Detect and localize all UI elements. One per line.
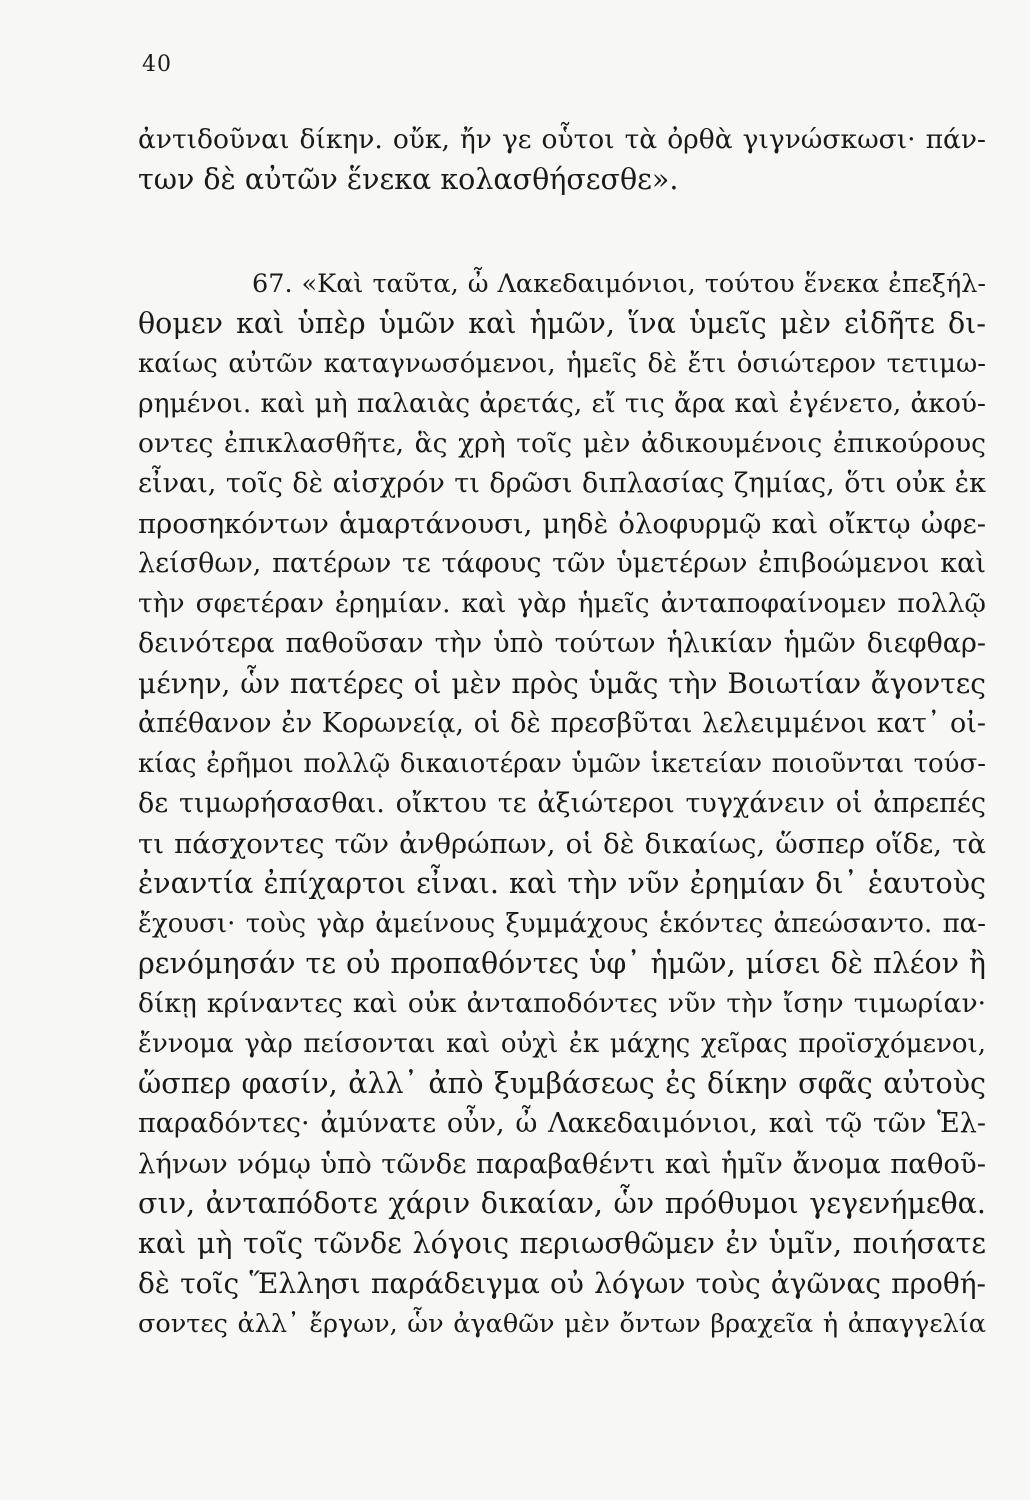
text-line: λήνων νόμῳ ὑπὸ τῶνδε παραβαθέντι καὶ ἡμῖν ἄνομα παθοῦ-: [138, 1148, 986, 1180]
text-line: ὥσπερ φασίν, ἀλλ᾽ ἀπὸ ξυμβάσεως ἐς δίκην σφᾶς αὐτοὺς: [138, 1067, 986, 1100]
text-line: καίως αὐτῶν καταγνωσόμενοι, ἡμεῖς δὲ ἔτι ὁσιώτερον τετιμω-: [138, 349, 986, 379]
text-line: ἔννομα γὰρ πείσονται καὶ οὐχὶ ἐκ μάχης χεῖρας προϊσχόμενοι,: [138, 1029, 986, 1059]
text-line: προσηκόντων ἁμαρτάνουσι, μηδὲ ὀλοφυρμῷ καὶ οἴκτῳ ὠφε-: [138, 508, 986, 540]
text-line: θομεν καὶ ὑπὲρ ὑμῶν καὶ ἡμῶν, ἵνα ὑμεῖς μὲν εἰδῆτε δι-: [138, 307, 986, 340]
text-line: δεινότερα παθοῦσαν τὴν ὑπὸ τούτων ἡλικίαν ἡμῶν διεφθαρ-: [138, 628, 986, 659]
text-line: ρενόμησάν τε οὐ προπαθόντες ὑφ᾽ ἡμῶν, μίσει δὲ πλέον ἢ: [138, 947, 986, 980]
text-line: ρημένοι. καὶ μὴ παλαιὰς ἀρετάς, εἴ τις ἄρα καὶ ἐγένετο, ἀκού-: [138, 388, 986, 419]
text-line: σιν, ἀνταπόδοτε χάριν δικαίαν, ὧν πρόθυμοι γεγενήμεθα.: [138, 1187, 986, 1220]
text-line: οντες ἐπικλασθῆτε, ἃς χρὴ τοῖς μὲν ἀδικουμένοις ἐπικούρους: [138, 428, 986, 459]
text-line: μένην, ὧν πατέρες οἱ μὲν πρὸς ὑμᾶς τὴν Βοιωτίαν ἄγοντες: [138, 667, 986, 700]
text-line: εἶναι, τοῖς δὲ αἰσχρόν τι δρῶσι διπλασίας ζημίας, ὅτι οὐκ ἐκ: [138, 468, 986, 499]
text-line: δε τιμωρήσασθαι. οἴκτου τε ἀξιώτεροι τυγχάνειν οἱ ἀπρεπές: [138, 788, 986, 819]
text-line: δὲ τοῖς Ἕλλησι παράδειγμα οὐ λόγων τοὺς ἀγῶνας προθή-: [138, 1267, 986, 1300]
main-text: [138, 120, 986, 1344]
text-line: δίκῃ κρίναντες καὶ οὐκ ἀνταποδόντες νῦν τὴν ἴσην τιμωρίαν·: [138, 988, 986, 1019]
text-line: κίας ἐρῆμοι πολλῷ δικαιοτέραν ὑμῶν ἱκετείαν ποιοῦνται τούσ-: [138, 749, 986, 779]
text-line: καὶ μὴ τοῖς τῶνδε λόγοις περιωσθῶμεν ἐν ὑμῖν, ποιήσατε: [138, 1227, 986, 1260]
text-line: των δὲ αὐτῶν ἕνεκα κολασθήσεσθε».: [138, 163, 679, 196]
text-line: ἐναντία ἐπίχαρτοι εἶναι. καὶ τὴν νῦν ἐρημίαν δι᾽ ἑαυτοὺς: [138, 867, 986, 900]
text-line: σοντες ἀλλ᾽ ἔργων, ὧν ἀγαθῶν μὲν ὄντων βραχεῖα ἡ ἀπαγγελία: [138, 1309, 986, 1339]
page-number: 40: [142, 52, 172, 77]
text-line: λείσθων, πατέρων τε τάφους τῶν ὑμετέρων ἐπιβοώμενοι καὶ: [138, 548, 986, 579]
text-line: ἀπέθανον ἐν Κορωνείᾳ, οἱ δὲ πρεσβῦται λελειμμένοι κατ᾽ οἰ-: [138, 708, 986, 739]
paragraph-section-67: [138, 264, 986, 1344]
paragraph-spacer: [138, 200, 986, 264]
text-line: 67. «Καὶ ταῦτα, ὦ Λακεδαιμόνιοι, τούτου ἕνεκα ἐπεξήλ-: [252, 269, 986, 299]
text-line: παραδόντες· ἀμύνατε οὖν, ὦ Λακεδαιμόνιοι, καὶ τῷ τῶν Ἑλ-: [138, 1108, 986, 1139]
paragraph-continuation: [138, 120, 986, 200]
text-line: ἔχουσι· τοὺς γὰρ ἀμείνους ξυμμάχους ἑκόντες ἀπεώσαντο. πα-: [138, 909, 986, 939]
text-line: ἀντιδοῦναι δίκην. οὔκ, ἤν γε οὗτοι τὰ ὀρθὰ γιγνώσκωσι· πάν-: [138, 124, 986, 155]
text-line: τὴν σφετέραν ἐρημίαν. καὶ γὰρ ἡμεῖς ἀνταποφαίνομεν πολλῷ: [138, 588, 986, 619]
text-line: τι πάσχοντες τῶν ἀνθρώπων, οἱ δὲ δικαίως, ὥσπερ οἵδε, τὰ: [138, 828, 986, 860]
